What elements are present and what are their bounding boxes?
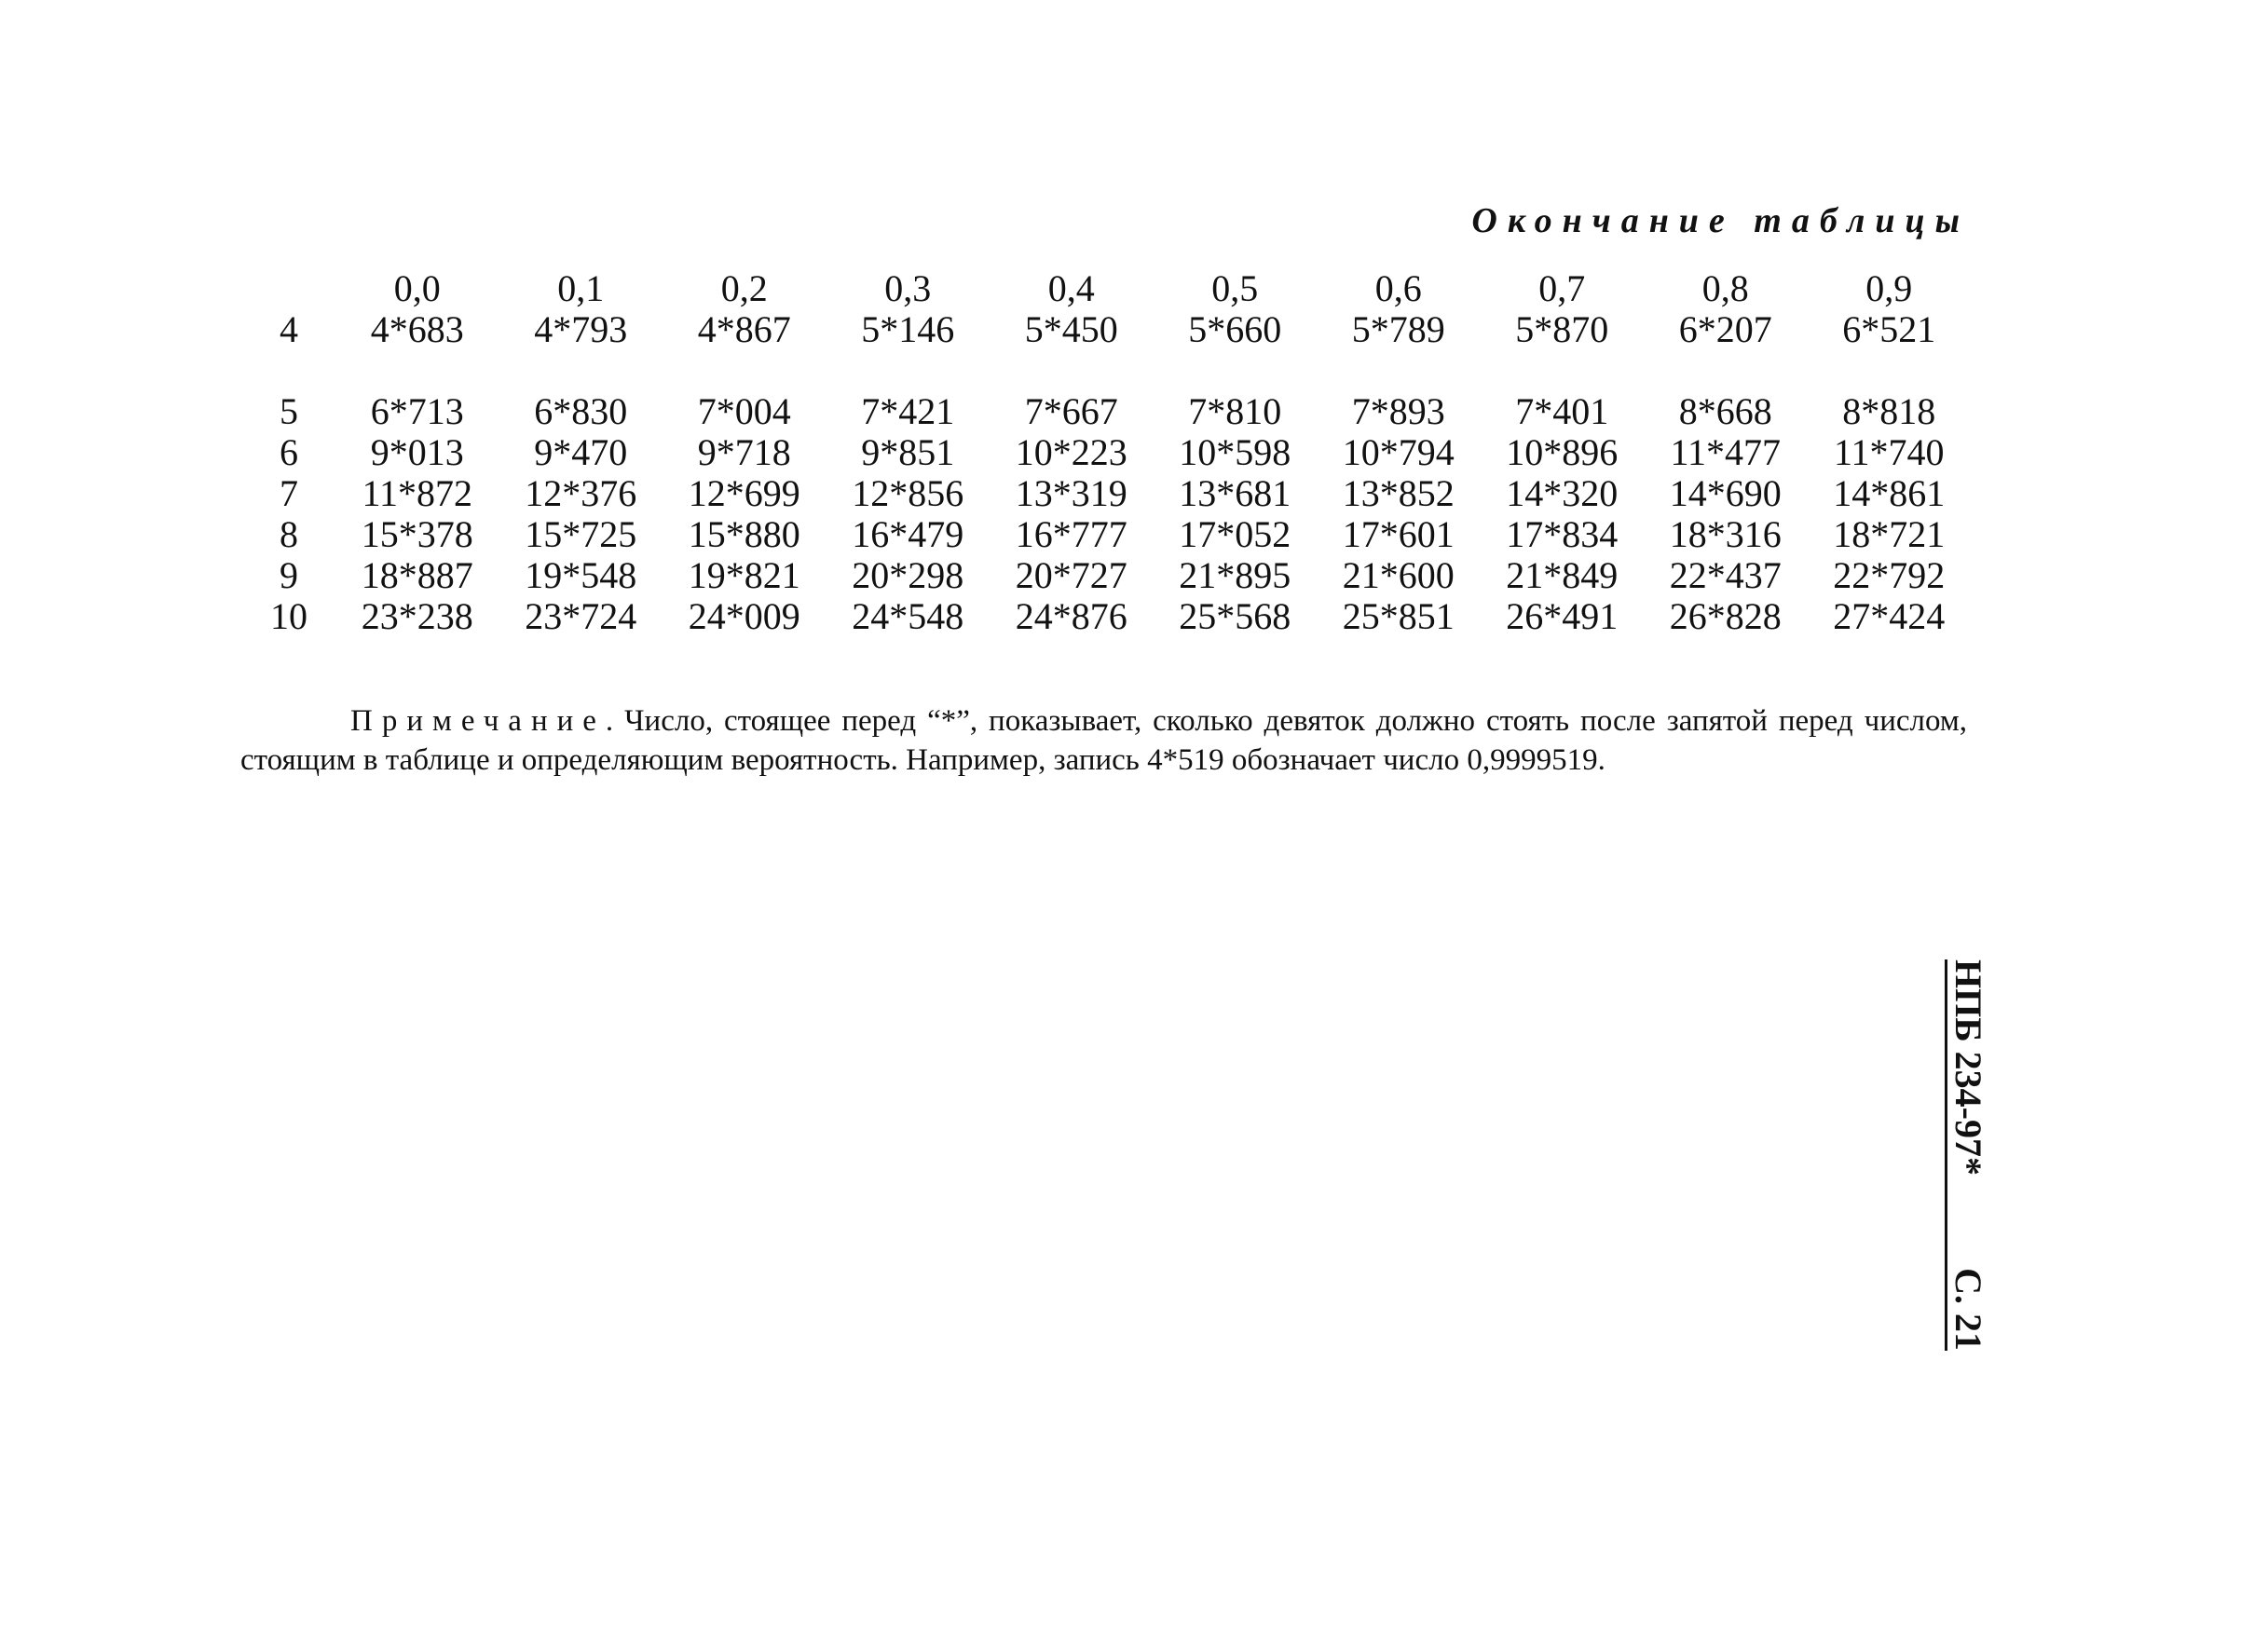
table-cell: 14*320 [1506,472,1619,514]
table-cell: 7*421 [861,390,955,432]
table-cell: 6*830 [534,390,628,432]
column-header: 0,4 [1047,267,1095,309]
table-cell: 7*401 [1515,390,1609,432]
column-header: 0,0 [393,267,441,309]
row-label: 7 [280,472,298,514]
table-row [242,555,1971,596]
table-cell: 27*424 [1833,595,1946,637]
table-cell: 15*725 [525,513,637,555]
table-cell: 20*298 [852,554,964,596]
table-cell: 13*319 [1015,472,1127,514]
table-continuation-label: Окончание таблицы [1471,201,1970,240]
table-cell: 25*851 [1342,595,1455,637]
table-cell: 17*601 [1342,513,1455,555]
table-cell: 4*683 [370,308,464,350]
table-cell: 9*718 [697,431,791,473]
table-cell: 18*887 [361,554,473,596]
table-cell: 7*893 [1351,390,1445,432]
note-text: . Число, стоящее перед “*”, показывает, сколько девяток должно стоять после запятой перед числом, стоящим в таблице и определяющим вероятность. Например, запись 4*519 обозначает число 0,9999519. [240,704,1967,777]
table-cell: 23*724 [525,595,637,637]
row-label: 10 [270,595,307,637]
table-cell: 16*479 [852,513,964,555]
table-cell: 9*851 [861,431,955,473]
table-cell: 10*598 [1179,431,1291,473]
table-row [242,391,1971,432]
table-cell: 5*789 [1351,308,1445,350]
table-cell: 17*052 [1179,513,1291,555]
page-number: С. 21 [1947,1268,1989,1351]
table-corner-cell [242,268,335,309]
table-cell: 25*568 [1179,595,1291,637]
table-cell: 18*316 [1669,513,1782,555]
note-label: Примечание [350,704,606,738]
table-cell: 8*818 [1842,390,1936,432]
table-cell: 5*660 [1188,308,1282,350]
table-cell: 6*713 [370,390,464,432]
table-cell: 11*740 [1833,431,1945,473]
table-cell: 6*521 [1842,308,1936,350]
table-cell: 12*376 [525,472,637,514]
table-row [242,309,1971,350]
table-header-row [242,268,1971,309]
table-cell: 19*821 [688,554,800,596]
table-cell: 22*437 [1669,554,1782,596]
table-cell: 18*721 [1833,513,1946,555]
document-code: НПБ 234-97* [1947,959,1989,1176]
table-cell: 26*491 [1506,595,1619,637]
table-cell: 21*600 [1342,554,1455,596]
table-note [240,701,1967,780]
row-label: 9 [280,554,298,596]
table-cell: 4*867 [697,308,791,350]
table-row [242,514,1971,555]
table-cell: 22*792 [1833,554,1946,596]
table-cell: 7*810 [1188,390,1282,432]
table-cell: 24*876 [1015,595,1127,637]
table-cell: 4*793 [534,308,628,350]
row-label: 6 [280,431,298,473]
table-cell: 9*013 [370,431,464,473]
row-label: 8 [280,513,298,555]
table-cell: 24*548 [852,595,964,637]
table-cell: 21*895 [1179,554,1291,596]
table-cell: 20*727 [1015,554,1127,596]
table-cell: 7*667 [1024,390,1118,432]
row-label: 4 [280,308,298,350]
table-cell: 5*146 [861,308,955,350]
table-cell: 14*690 [1669,472,1782,514]
column-header: 0,5 [1211,267,1259,309]
table-row [242,432,1971,473]
table-cell: 13*681 [1179,472,1291,514]
column-header: 0,6 [1374,267,1422,309]
table-cell: 10*223 [1015,431,1127,473]
table-row [242,473,1971,514]
table-cell: 6*207 [1678,308,1772,350]
table-cell: 9*470 [534,431,628,473]
table-cell: 23*238 [361,595,473,637]
row-label: 5 [280,390,298,432]
table-cell: 7*004 [697,390,791,432]
column-header: 0,8 [1701,267,1749,309]
table-row [242,596,1971,637]
page-footer-vertical-text [1945,959,1988,1351]
table-cell: 11*477 [1670,431,1781,473]
table-cell: 16*777 [1015,513,1127,555]
table-cell: 15*880 [688,513,800,555]
column-header: 0,3 [884,267,932,309]
table-cell: 15*378 [361,513,473,555]
table-cell: 14*861 [1833,472,1946,514]
column-header: 0,9 [1865,267,1913,309]
table-cell: 11*872 [362,472,472,514]
table-cell: 12*699 [688,472,800,514]
table-cell: 10*794 [1342,431,1455,473]
table-cell: 12*856 [852,472,964,514]
table-cell: 10*896 [1506,431,1619,473]
table-cell: 24*009 [688,595,800,637]
table-cell: 13*852 [1342,472,1455,514]
column-header: 0,1 [557,267,605,309]
table-cell: 17*834 [1506,513,1619,555]
table-cell: 5*870 [1515,308,1609,350]
column-header: 0,2 [720,267,768,309]
probability-table [242,268,1971,637]
table-cell: 26*828 [1669,595,1782,637]
table-cell: 19*548 [525,554,637,596]
table-cell: 5*450 [1024,308,1118,350]
table-cell: 8*668 [1678,390,1772,432]
page-footer-vertical [1947,959,1988,1351]
column-header: 0,7 [1538,267,1586,309]
table-cell: 21*849 [1506,554,1619,596]
